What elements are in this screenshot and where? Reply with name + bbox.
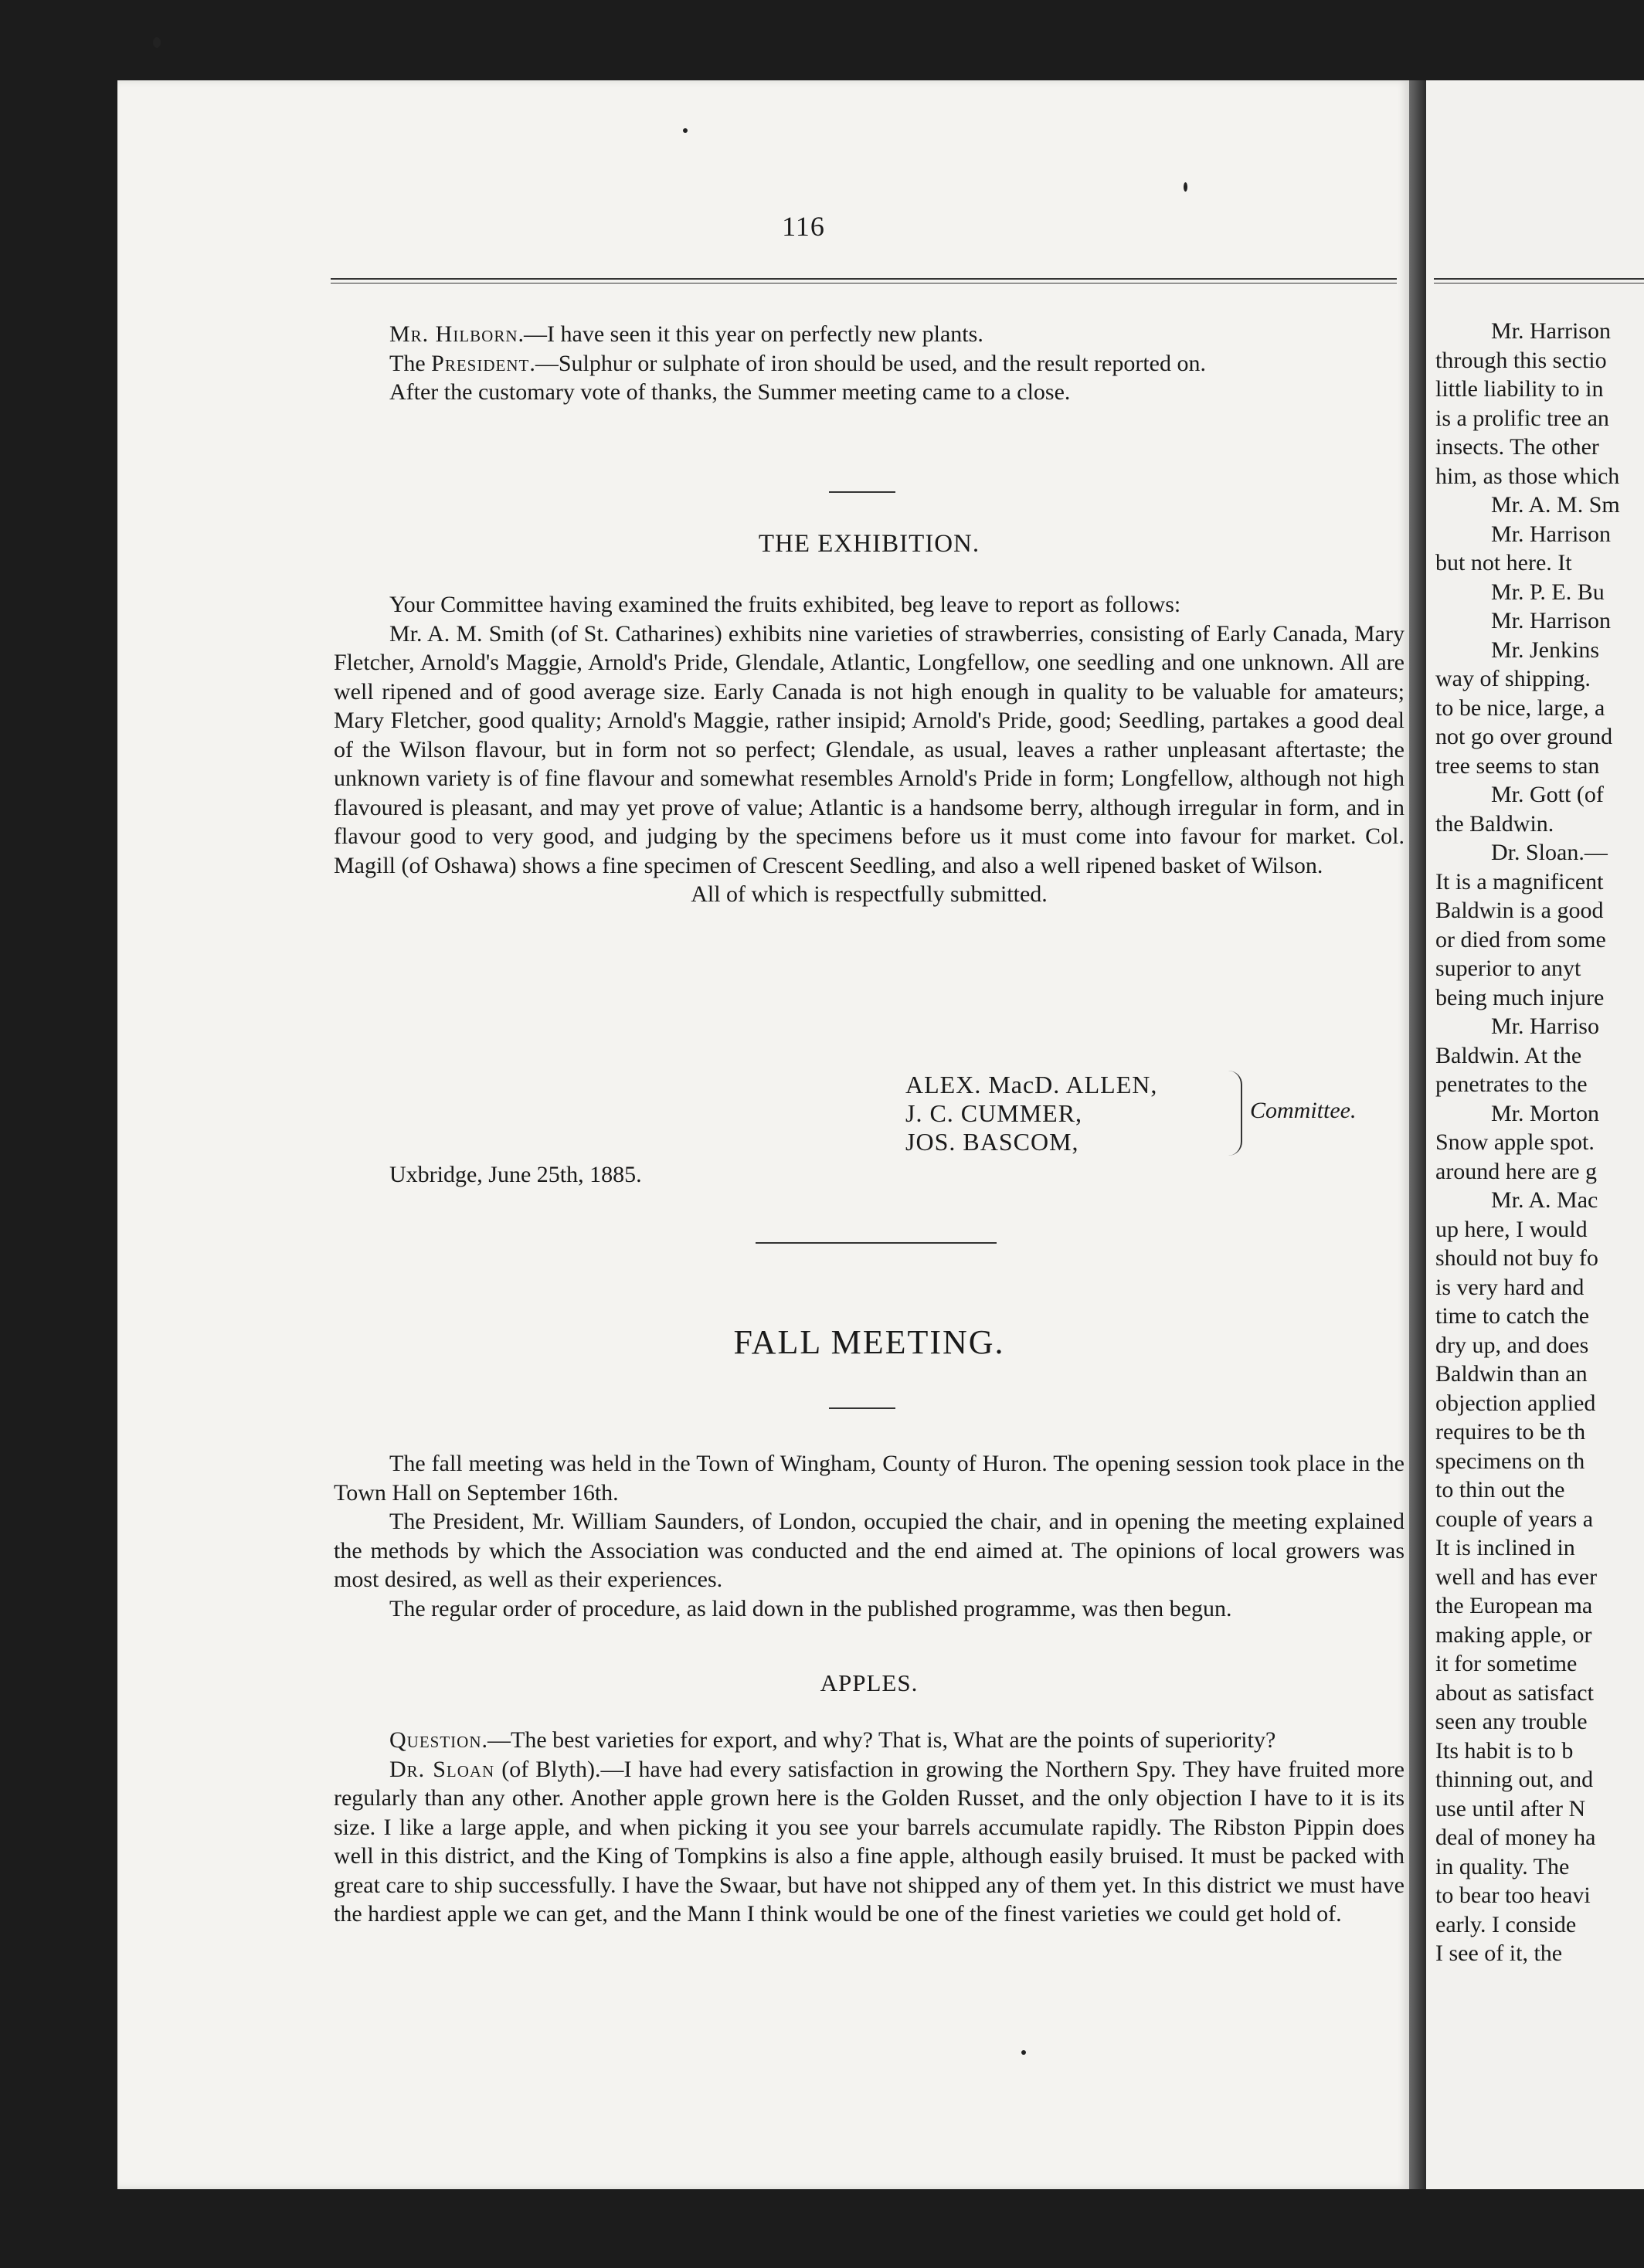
right-page-line: about as satisfact [1435,1679,1594,1706]
dust-speck [1021,2050,1026,2055]
right-page-line: thinning out, and [1435,1767,1594,1792]
question-text: .—The best varieties for export, and why? That is, What are the points of superiority? [481,1727,1276,1753]
right-page-line: being much injure [1435,984,1605,1010]
right-page-line: little liability to in [1435,376,1604,402]
right-page-line: should not buy fo [1435,1245,1598,1271]
signer-name: JOS. BASCOM, [905,1128,1079,1156]
page-number: 116 [782,211,825,242]
right-page-line: through this sectio [1435,347,1607,373]
committee-brace [1228,1071,1242,1156]
apples-heading: APPLES. [820,1669,919,1696]
president-paragraph [334,349,1405,379]
right-page-line: or died from some [1435,926,1606,952]
right-page-line: penetrates to the [1435,1071,1588,1097]
president-remark: .—Sulphur or sulphate of iron should be used, and the result reported on. [529,350,1206,376]
right-page-line: the Baldwin. [1435,810,1554,837]
right-page-line: Mr. Jenkins [1491,637,1600,663]
committee-label: Committee. [1250,1098,1357,1123]
right-page-line: to be nice, large, a [1435,694,1605,721]
right-page-line: around here are g [1435,1158,1598,1184]
right-page-line: Baldwin is a good [1435,898,1604,923]
answer-paragraph [334,1755,1405,1929]
right-page-line: way of shipping. [1435,666,1591,691]
exhibition-report [334,590,1405,909]
right-page-line: not go over ground [1435,724,1613,749]
right-page-line: to bear too heavi [1435,1883,1591,1908]
report-dateline: Uxbridge, June 25th, 1885. [389,1162,642,1187]
exhibition-body: Mr. A. M. Smith (of St. Catharines) exhibits nine varieties of strawberries, consisting of Early Canada, Mary Fletcher, Arnold's Maggie, Arnold's Pride, Glendale, Atlantic, Longfellow, one seedling and one unknown. All are well ripened and of good average size. Early Canada is not high enough in quality to be valuable for amateurs; Mary Fletcher, good quality; Arnold's Maggie, rather insipid; Arnold's Pride, good; Seedling, partakes a good deal of the Wilson flavour, but in form not so perfect; Glendale, as usual, leaves a rather unpleasant aftertaste; the unknown variety is of fine flavour and somewhat resembles Arnold's Pride in form; Longfellow, although not high flavoured is pleasant, and may yet prove of value; Atlantic is a handsome berry, although irregular in form, and in flavour good to very good, and judging by the specimens before us it must come into favour for market. Col. Magill (of Oshawa) shows a fine specimen of Crescent Seedling, and also a well ripened basket of Wilson. [334,620,1405,878]
fall-meeting-text [334,1449,1405,1623]
right-page-line: Mr. Harriso [1491,1013,1599,1039]
right-page-line: Baldwin than an [1435,1361,1588,1387]
signer-name: ALEX. MacD. ALLEN, [905,1071,1158,1098]
right-page-text [1435,317,1644,1968]
opening-discussion [334,320,1405,407]
right-page-line: couple of years a [1435,1506,1594,1532]
hilborn-remark: .—I have seen it this year on perfectly new plants. [518,321,983,347]
right-page-line: superior to anyt [1435,956,1581,981]
right-page-line: use until after N [1435,1795,1586,1822]
right-page-line: to thin out the [1435,1477,1565,1502]
right-page-line: it for sometime [1435,1651,1578,1676]
closing-paragraph: After the customary vote of thanks, the Summer meeting came to a close. [389,379,1071,405]
right-page-line: the European ma [1435,1593,1593,1618]
right-page-line: Mr. A. Mac [1491,1187,1598,1213]
apples-discussion [334,1726,1405,1929]
section-divider [829,1407,895,1409]
right-page-line: dry up, and does [1435,1332,1589,1358]
right-page-line: Mr. Morton [1491,1100,1600,1126]
speaker-president: President [431,350,530,376]
right-page-line: specimens on th [1435,1448,1585,1474]
right-page-line: insects. The other [1435,434,1599,460]
header-rule [331,278,1397,284]
exhibition-intro: Your Committee having examined the fruits exhibited, beg leave to report as follows: [389,592,1181,617]
right-page-line: Baldwin. At the [1435,1042,1582,1068]
right-page-line: requires to be th [1435,1419,1586,1445]
hilborn-paragraph [334,320,1405,349]
fall-paragraph: The fall meeting was held in the Town of Wingham, County of Huron. The opening session took place in the Town Hall on September 16th. [334,1451,1405,1506]
right-page-line: I see of it, the [1435,1940,1563,1966]
exhibition-submission: All of which is respectfully submitted. [691,881,1048,907]
right-page-line: well and has ever [1435,1563,1598,1590]
right-page-line: him, as those which [1435,463,1620,489]
dust-speck [683,128,688,133]
right-page-line: objection applied [1435,1390,1596,1416]
right-page-line: Mr. A. M. Sm [1491,492,1620,518]
right-page-line: is a prolific tree an [1435,405,1609,431]
right-page-line: is very hard and [1435,1274,1585,1300]
right-page-line: making apple, or [1435,1621,1592,1648]
president-lead: The [389,350,432,376]
fall-meeting-heading: FALL MEETING. [733,1323,1005,1361]
dust-speck [1184,182,1187,192]
right-page-line: Mr. Harrison [1491,608,1611,633]
question-paragraph [334,1726,1405,1755]
right-page-line: Mr. P. E. Bu [1491,579,1605,605]
book-gutter [1409,80,1426,2189]
right-page-line: It is inclined in [1435,1535,1575,1560]
right-page-line: early. I conside [1435,1911,1577,1937]
right-page-line: tree seems to stan [1435,752,1600,779]
right-page-line: seen any trouble [1435,1709,1588,1734]
right-page-line: deal of money ha [1435,1825,1596,1850]
right-page-line: Its habit is to b [1435,1737,1574,1764]
right-page-line: Mr. Harrison [1491,521,1611,547]
right-page-line: up here, I would [1435,1216,1588,1242]
right-header-rule [1434,278,1644,284]
fall-paragraph: The regular order of procedure, as laid down in the published programme, was then begun. [389,1595,1232,1621]
exhibition-heading: THE EXHIBITION. [758,530,980,558]
right-page-line: Mr. Gott (of [1491,782,1604,807]
speaker-sloan: Dr. Sloan [389,1756,495,1782]
fall-paragraph: The President, Mr. William Saunders, of London, occupied the chair, and in opening the meeting explained the methods by which the Association was conducted and the end aimed at. The opinions of local growers was most desired, as well as their experiences. [334,1509,1405,1592]
right-page-line: but not here. It [1435,550,1572,575]
right-page-line: time to catch the [1435,1303,1590,1329]
section-divider [829,491,895,493]
right-page-line: Mr. Harrison [1491,318,1611,344]
question-label: Question [389,1727,482,1753]
committee-signers [905,1071,1157,1156]
right-page-line: Dr. Sloan.— [1491,840,1608,865]
right-page-line: It is a magnificent [1435,868,1604,895]
dust-speck [153,37,161,48]
answer-text: (of Blyth).—I have had every satisfaction in growing the Northern Spy. They have fruited more regularly than any other. Another apple grown here is the Golden Russet, and the only objection I have to it is its size. I like a large apple, and when picking it you see your barrels accumulate rapidly. The Ribston Pippin does well in this district, and the King of Tompkins is also a fine apple, although easily bruised. It must be packed with great care to ship successfully. I have the Swaar, but have not shipped any of them yet. In this district we must have the hardiest apple we can get, and the Mann I think would be one of the finest varieties we could get hold of. [334,1756,1405,1927]
signer-name: J. C. CUMMER, [905,1099,1083,1127]
speaker-hilborn: Mr. Hilborn [389,321,518,347]
right-page-line: in quality. The [1435,1853,1570,1879]
right-page-line: Snow apple spot. [1435,1129,1595,1155]
section-divider [756,1242,997,1244]
